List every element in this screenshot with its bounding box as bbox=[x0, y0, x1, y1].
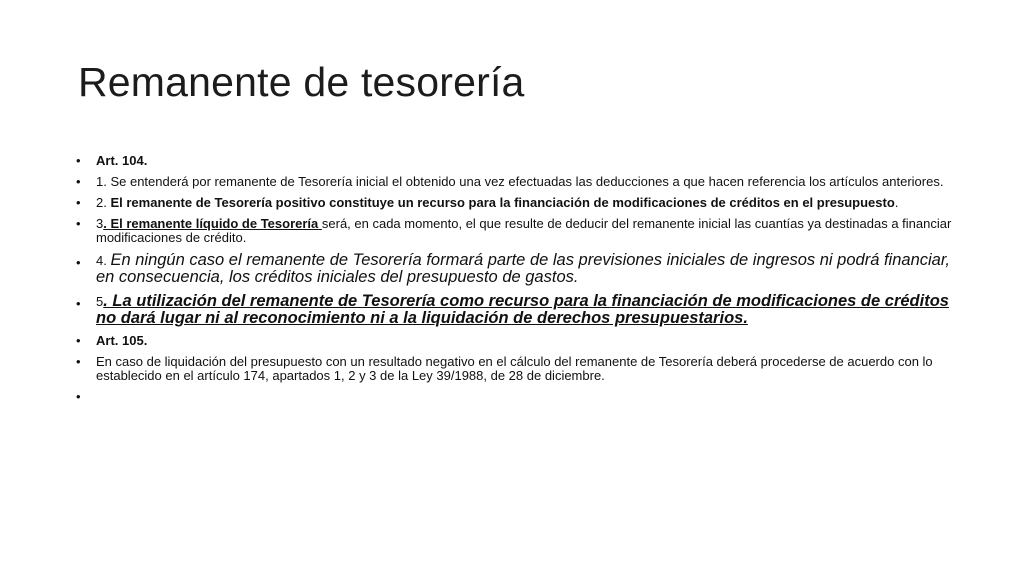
bullet-item bbox=[74, 293, 954, 327]
bullet-list bbox=[74, 153, 954, 404]
bullet-suffix: . bbox=[894, 195, 899, 210]
bullet-marker: • bbox=[76, 195, 81, 210]
bullet-marker: • bbox=[76, 255, 81, 270]
bullet-prefix: 5 bbox=[96, 294, 104, 309]
bullet-item bbox=[74, 252, 954, 286]
bullet-item bbox=[74, 334, 954, 348]
bullet-marker: • bbox=[76, 333, 81, 348]
slide-title: Remanente de tesorería bbox=[78, 59, 525, 105]
bullet-text: 1. Se entenderá por remanente de Tesorería inicial el obtenido una vez efectuadas las deducciones a que hacen referencia los artículos anteriores. bbox=[96, 174, 944, 189]
bullet-emphasis-text: . La utilización del remanente de Tesorería como recurso para la financiación de modificaciones de créditos no dará lugar ni al reconocimiento ni a la liquidación de derechos presupuestarios. bbox=[96, 292, 949, 327]
bullet-marker: • bbox=[76, 153, 81, 168]
bullet-marker: • bbox=[76, 354, 81, 369]
bullet-item bbox=[74, 154, 954, 168]
bullet-item bbox=[74, 217, 954, 245]
bullet-item bbox=[74, 175, 954, 189]
bullet-underlined-text: . El remanente líquido de Tesorería bbox=[103, 216, 322, 231]
bullet-suffix: será, en cada momento, el que resulte de deducir del remanente inicial las cuantías ya destinadas a financiar modificaciones de crédito. bbox=[96, 216, 952, 245]
bullet-marker: • bbox=[76, 174, 81, 189]
bullet-marker: • bbox=[76, 389, 81, 404]
bullet-prefix: 2. bbox=[96, 195, 111, 210]
bullet-italic-text: En ningún caso el remanente de Tesorería formará parte de las previsiones iniciales de ingresos ni podrá financiar, en consecuencia, los créditos iniciales del presupuesto de gastos. bbox=[96, 251, 951, 286]
bullet-marker: • bbox=[76, 296, 81, 311]
article-heading: Art. 105. bbox=[96, 333, 148, 348]
bullet-item bbox=[74, 355, 954, 383]
bullet-prefix: 4. bbox=[96, 253, 111, 268]
bullet-item bbox=[74, 196, 954, 210]
bullet-prefix: 3 bbox=[96, 216, 104, 231]
bullet-text: En caso de liquidación del presupuesto con un resultado negativo en el cálculo del remanente de Tesorería deberá procederse de acuerdo con lo establecido en el artículo 174, apartados 1, 2 y 3 de la Ley 39/1988, de 28 de diciembre. bbox=[96, 354, 933, 383]
article-heading: Art. 104. bbox=[96, 153, 148, 168]
bullet-marker: • bbox=[76, 216, 81, 231]
bullet-bold-text: El remanente de Tesorería positivo constituye un recurso para la financiación de modificaciones de créditos en el presupuesto bbox=[110, 195, 895, 210]
